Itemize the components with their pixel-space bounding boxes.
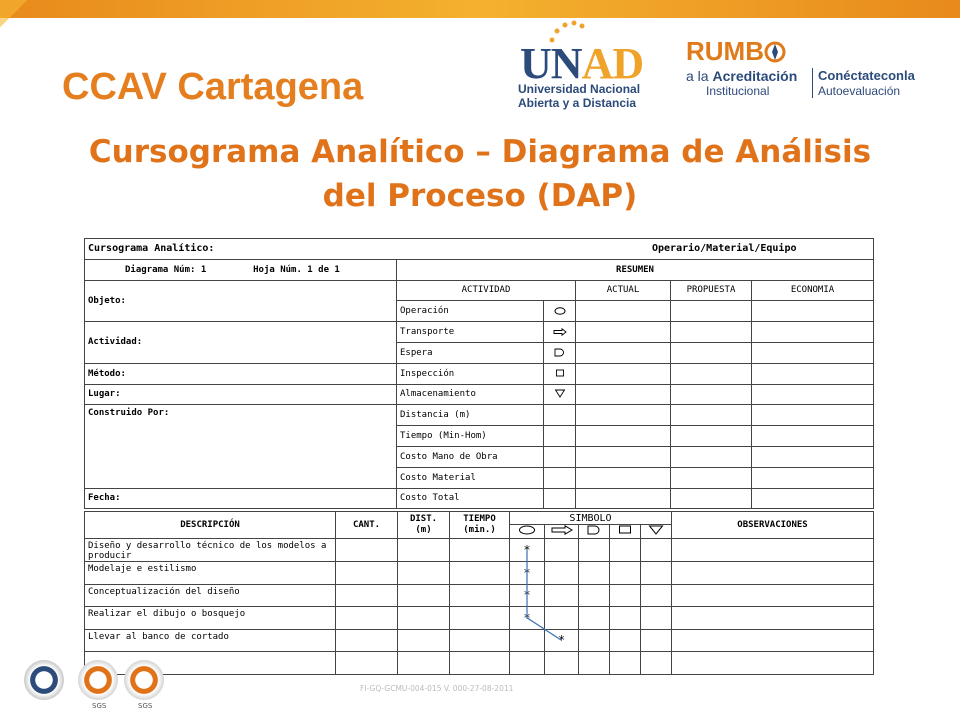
symbol-cell[interactable] (510, 539, 545, 562)
header-simbolo: SIMBOLO (510, 512, 672, 525)
row-mark: * (523, 610, 531, 625)
summary-cell[interactable] (576, 488, 671, 509)
summary-header-economia: ECONOMIA (752, 280, 874, 301)
lugar-label: Lugar: (85, 384, 397, 405)
symbol-cell[interactable] (510, 584, 545, 607)
row-tiempo[interactable] (450, 562, 510, 585)
row-description: Modelaje e estilismo (85, 562, 336, 585)
rumbo-wordmark: RUMB (686, 36, 786, 67)
header-dist: DIST. (m) (398, 512, 450, 539)
row-tiempo[interactable] (450, 629, 510, 652)
summary-cell[interactable] (671, 322, 752, 343)
symbol-cell[interactable] (641, 629, 672, 652)
summary-cell[interactable] (576, 301, 671, 322)
symbol-cell[interactable] (545, 539, 579, 562)
circle-icon (518, 525, 536, 535)
symbol-cell[interactable] (545, 584, 579, 607)
summary-cell[interactable] (752, 322, 874, 343)
summary-cell (544, 446, 576, 467)
metodo-label: Método: (85, 363, 397, 384)
symbol-cell[interactable] (641, 652, 672, 675)
summary-row-label: Inspección (397, 363, 544, 384)
circle-icon (554, 307, 566, 315)
summary-cell[interactable] (671, 446, 752, 467)
symbol-cell[interactable] (510, 607, 545, 630)
row-tiempo[interactable] (450, 607, 510, 630)
symbol-header-inspection (610, 525, 641, 539)
construido-label: Construido Por: (85, 405, 397, 488)
summary-row-label: Costo Mano de Obra (397, 446, 544, 467)
operation-symbol (544, 301, 576, 322)
symbol-cell[interactable] (610, 652, 641, 675)
symbol-cell[interactable] (545, 607, 579, 630)
symbol-cell[interactable] (545, 652, 579, 675)
seal-label: SGS (92, 702, 107, 710)
summary-cell[interactable] (671, 467, 752, 488)
summary-cell[interactable] (671, 363, 752, 384)
storage-symbol (544, 384, 576, 405)
summary-cell[interactable] (671, 342, 752, 363)
row-tiempo[interactable] (450, 584, 510, 607)
row-dist[interactable] (398, 607, 450, 630)
unad-logo (516, 18, 644, 110)
certification-seal-icon (24, 660, 64, 700)
symbol-cell[interactable] (545, 562, 579, 585)
summary-row-label: Distancia (m) (397, 405, 544, 426)
symbol-cell[interactable] (610, 539, 641, 562)
table-row (85, 584, 874, 607)
detail-table (84, 511, 874, 675)
row-dist[interactable] (398, 652, 450, 675)
inspection-symbol (544, 363, 576, 384)
table-row (85, 652, 874, 675)
actividad-label: Actividad: (85, 322, 397, 364)
row-cant[interactable] (336, 629, 398, 652)
symbol-cell[interactable] (610, 584, 641, 607)
wait-symbol (544, 342, 576, 363)
header-observaciones: OBSERVACIONES (672, 512, 874, 539)
symbol-cell[interactable] (545, 629, 579, 652)
row-tiempo[interactable] (450, 539, 510, 562)
row-cant[interactable] (336, 539, 398, 562)
row-cant[interactable] (336, 584, 398, 607)
unad-wordmark: UNAD (520, 39, 644, 88)
symbol-cell[interactable] (510, 652, 545, 675)
row-observaciones[interactable] (672, 652, 874, 675)
summary-cell[interactable] (671, 384, 752, 405)
row-description: Diseño y desarrollo técnico de los modelos a producir (85, 539, 336, 562)
top-banner (0, 0, 960, 18)
summary-cell (544, 488, 576, 509)
summary-row-label: Almacenamiento (397, 384, 544, 405)
symbol-cell[interactable] (610, 562, 641, 585)
symbol-cell[interactable] (641, 584, 672, 607)
symbol-cell[interactable] (579, 584, 610, 607)
rumbo-right-line2: Autoevaluación (818, 84, 901, 98)
page-title: Cursograma Analítico – Diagrama de Análisis del Proceso (DAP) (88, 134, 872, 214)
summary-cell[interactable] (671, 426, 752, 447)
symbol-header-wait (579, 525, 610, 539)
table-row (85, 539, 874, 562)
symbol-cell[interactable] (610, 629, 641, 652)
row-mark: * (523, 588, 531, 603)
symbol-cell[interactable] (579, 652, 610, 675)
summary-cell[interactable] (752, 384, 874, 405)
square-icon (618, 525, 632, 535)
table-row (85, 607, 874, 630)
symbol-header-transport (545, 525, 579, 539)
arrow-icon (553, 328, 567, 336)
rumbo-tagline2: Institucional (706, 84, 770, 98)
unad-name-line2: Abierta y a Distancia (518, 96, 637, 110)
summary-header-propuesta: PROPUESTA (671, 280, 752, 301)
summary-cell[interactable] (576, 384, 671, 405)
summary-header-actividad: ACTIVIDAD (397, 280, 576, 301)
symbol-cell[interactable] (510, 629, 545, 652)
row-mark: * (523, 543, 531, 557)
symbol-cell[interactable] (641, 539, 672, 562)
row-dist[interactable] (398, 539, 450, 562)
summary-row-label: Costo Material (397, 467, 544, 488)
hoja-label: Hoja Núm. 1 de 1 (253, 264, 340, 275)
cursograma-label: Cursograma Analítico: (85, 239, 576, 260)
arrow-icon (551, 525, 573, 535)
process-chart-form (84, 238, 873, 678)
symbol-cell[interactable] (579, 562, 610, 585)
header-descripcion: DESCRIPCIÓN (85, 512, 336, 539)
rumbo-tagline1: a la Acreditación (686, 68, 798, 84)
symbol-cell[interactable] (579, 607, 610, 630)
summary-row-label: Operación (397, 301, 544, 322)
rumbo-divider (812, 68, 813, 98)
summary-header-actual: ACTUAL (576, 280, 671, 301)
summary-cell[interactable] (576, 342, 671, 363)
unad-name-line1: Universidad Nacional (518, 82, 641, 96)
summary-row-label: Espera (397, 342, 544, 363)
row-dist[interactable] (398, 584, 450, 607)
summary-cell[interactable] (752, 405, 874, 426)
row-dist[interactable] (398, 629, 450, 652)
row-dist[interactable] (398, 562, 450, 585)
row-description: Conceptualización del diseño (85, 584, 336, 607)
header-cant: CANT. (336, 512, 398, 539)
symbol-cell[interactable] (641, 562, 672, 585)
summary-cell[interactable] (671, 301, 752, 322)
campus-title: CCAV Cartagena (62, 66, 364, 108)
seal-label: SGS (138, 702, 153, 710)
summary-cell[interactable] (752, 363, 874, 384)
summary-cell[interactable] (752, 467, 874, 488)
d-shape-icon (554, 348, 566, 357)
symbol-cell[interactable] (610, 607, 641, 630)
symbol-cell[interactable] (579, 629, 610, 652)
row-cant[interactable] (336, 652, 398, 675)
table-row (85, 629, 874, 652)
fecha-label: Fecha: (85, 488, 397, 509)
summary-table (84, 238, 874, 509)
summary-cell[interactable] (576, 405, 671, 426)
summary-cell[interactable] (576, 363, 671, 384)
operario-label: Operario/Material/Equipo (576, 239, 874, 260)
row-cant[interactable] (336, 562, 398, 585)
summary-row-label: Tiempo (Min-Hom) (397, 426, 544, 447)
row-observaciones[interactable] (672, 607, 874, 630)
table-row (85, 562, 874, 585)
certification-seal-icon (124, 660, 164, 700)
row-mark: * (523, 565, 531, 580)
d-shape-icon (586, 525, 602, 535)
symbol-cell[interactable] (641, 607, 672, 630)
rumbo-right-line1: Conéctateconla (818, 68, 915, 83)
summary-cell[interactable] (752, 488, 874, 509)
summary-cell[interactable] (671, 405, 752, 426)
triangle-icon (554, 389, 566, 398)
row-observaciones[interactable] (672, 629, 874, 652)
triangle-icon (648, 525, 664, 535)
summary-row-label: Costo Total (397, 488, 544, 509)
row-description: Realizar el dibujo o bosquejo (85, 607, 336, 630)
row-description: Llevar al banco de cortado (85, 629, 336, 652)
summary-cell[interactable] (576, 426, 671, 447)
objeto-label: Objeto: (85, 280, 397, 322)
symbol-header-operation (510, 525, 545, 539)
symbol-header-storage (641, 525, 672, 539)
summary-row-label: Transporte (397, 322, 544, 343)
summary-cell (544, 405, 576, 426)
header-tiempo: TIEMPO (min.) (450, 512, 510, 539)
summary-cell[interactable] (576, 446, 671, 467)
summary-cell[interactable] (576, 467, 671, 488)
row-observaciones[interactable] (672, 562, 874, 585)
banner-decoration (0, 0, 60, 30)
certification-seal-icon (78, 660, 118, 700)
row-description (85, 652, 336, 675)
diagrama-hoja-cell (85, 259, 397, 280)
rumbo-logo (684, 34, 924, 104)
compass-icon (764, 41, 786, 63)
symbol-cell[interactable] (579, 539, 610, 562)
summary-cell[interactable] (752, 426, 874, 447)
row-mark: * (557, 633, 566, 648)
summary-cell[interactable] (752, 446, 874, 467)
document-code: FI-GQ-GCMU-004-015 V. 000-27-08-2011 (360, 684, 514, 693)
summary-cell (544, 467, 576, 488)
summary-cell[interactable] (752, 301, 874, 322)
row-observaciones[interactable] (672, 539, 874, 562)
resumen-label: RESUMEN (397, 259, 874, 280)
row-tiempo[interactable] (450, 652, 510, 675)
symbol-cell[interactable] (510, 562, 545, 585)
transport-symbol (544, 322, 576, 343)
summary-cell[interactable] (752, 342, 874, 363)
row-cant[interactable] (336, 607, 398, 630)
summary-cell[interactable] (671, 488, 752, 509)
square-icon (555, 369, 565, 377)
summary-cell[interactable] (576, 322, 671, 343)
diagrama-label: Diagrama Núm: 1 (125, 264, 207, 275)
row-observaciones[interactable] (672, 584, 874, 607)
summary-cell (544, 426, 576, 447)
